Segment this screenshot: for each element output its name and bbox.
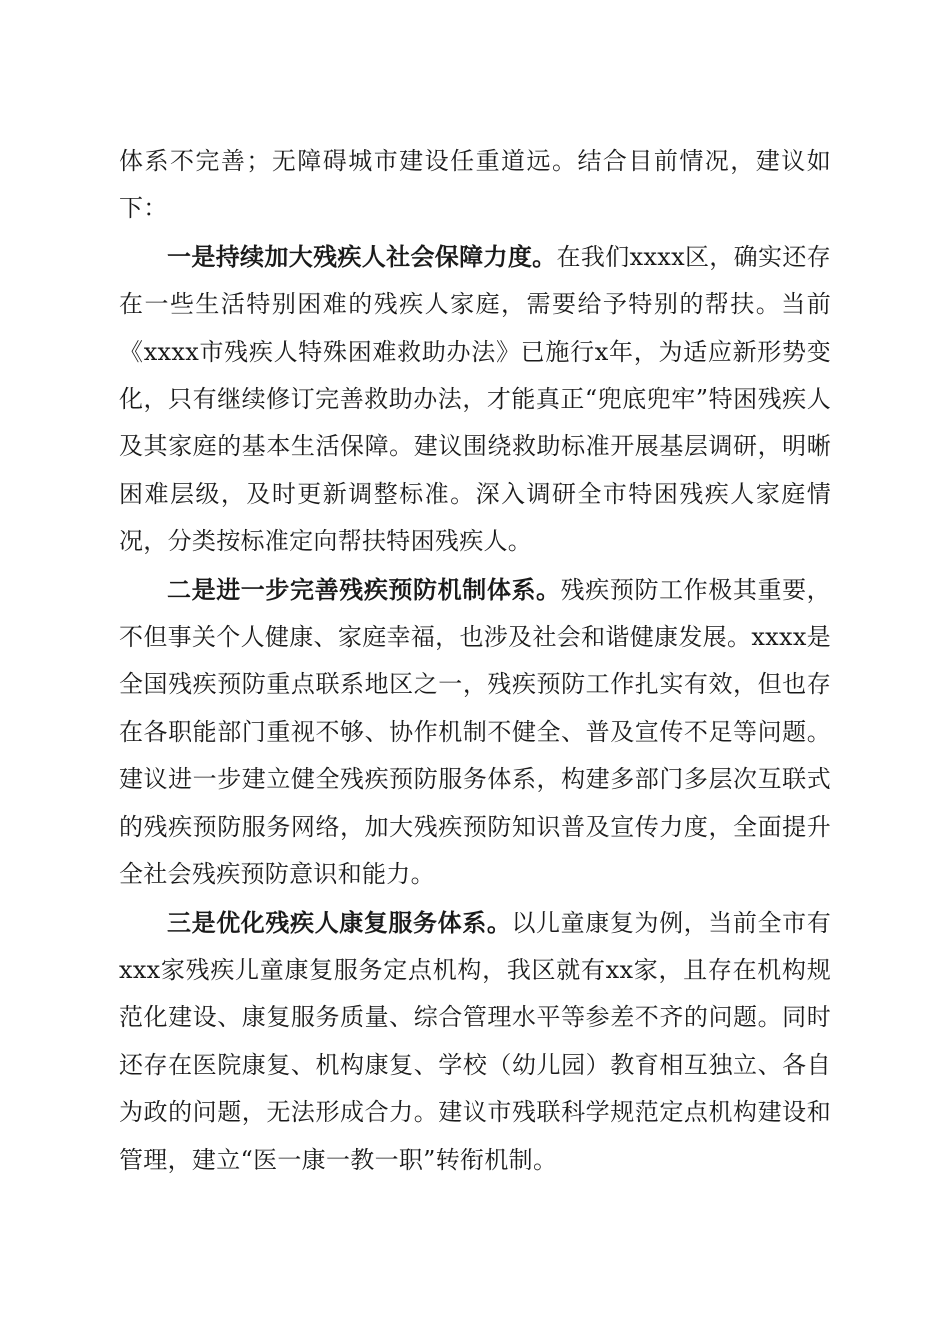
- paragraph-social-security: [119, 233, 831, 566]
- paragraph-body: 残疾预防工作极其重要，不但事关个人健康、家庭幸福，也涉及社会和谐健康发展。xxxx是全国残疾预防重点联系地区之一，残疾预防工作扎实有效，但也存在各职能部门重视不够、协作机制不健全、普及宣传不足等问题。建议进一步建立健全残疾预防服务体系，构建多部门多层次互联式的残疾预防服务网络，加大残疾预防知识普及宣传力度，全面提升全社会残疾预防意识和能力。: [119, 575, 831, 889]
- document-body: [119, 138, 831, 1184]
- paragraph-rehabilitation: [119, 899, 831, 1184]
- paragraph-body: 在我们xxxx区，确实还存在一些生活特别困难的残疾人家庭，需要给予特别的帮扶。当前《xxxx市残疾人特殊困难救助办法》已施行x年，为适应新形势变化，只有继续修订完善救助办法，才能真正“兜底兜牢”特困残疾人及其家庭的基本生活保障。建议围绕救助标准开展基层调研，明晰困难层级，及时更新调整标准。深入调研全市特困残疾人家庭情况，分类按标准定向帮扶特困残疾人。: [119, 242, 831, 556]
- paragraph-body: 以儿童康复为例，当前全市有xxx家残疾儿童康复服务定点机构，我区就有xx家，且存在机构规范化建设、康复服务质量、综合管理水平等参差不齐的问题。同时还存在医院康复、机构康复、学校（幼儿园）教育相互独立、各自为政的问题，无法形成合力。建议市残联科学规范定点机构建设和管理，建立“医一康一教一职”转衔机制。: [119, 908, 831, 1174]
- paragraph-lead: 三是优化残疾人康复服务体系。: [167, 907, 512, 937]
- paragraph-lead: 一是持续加大残疾人社会保障力度。: [167, 241, 557, 271]
- paragraph-disability-prevention: [119, 566, 831, 899]
- paragraph-body: 体系不完善；无障碍城市建设任重道远。结合目前情况，建议如下：: [119, 147, 831, 223]
- paragraph-lead: 二是进一步完善残疾预防机制体系。: [167, 574, 561, 604]
- paragraph-continuation: [119, 138, 831, 233]
